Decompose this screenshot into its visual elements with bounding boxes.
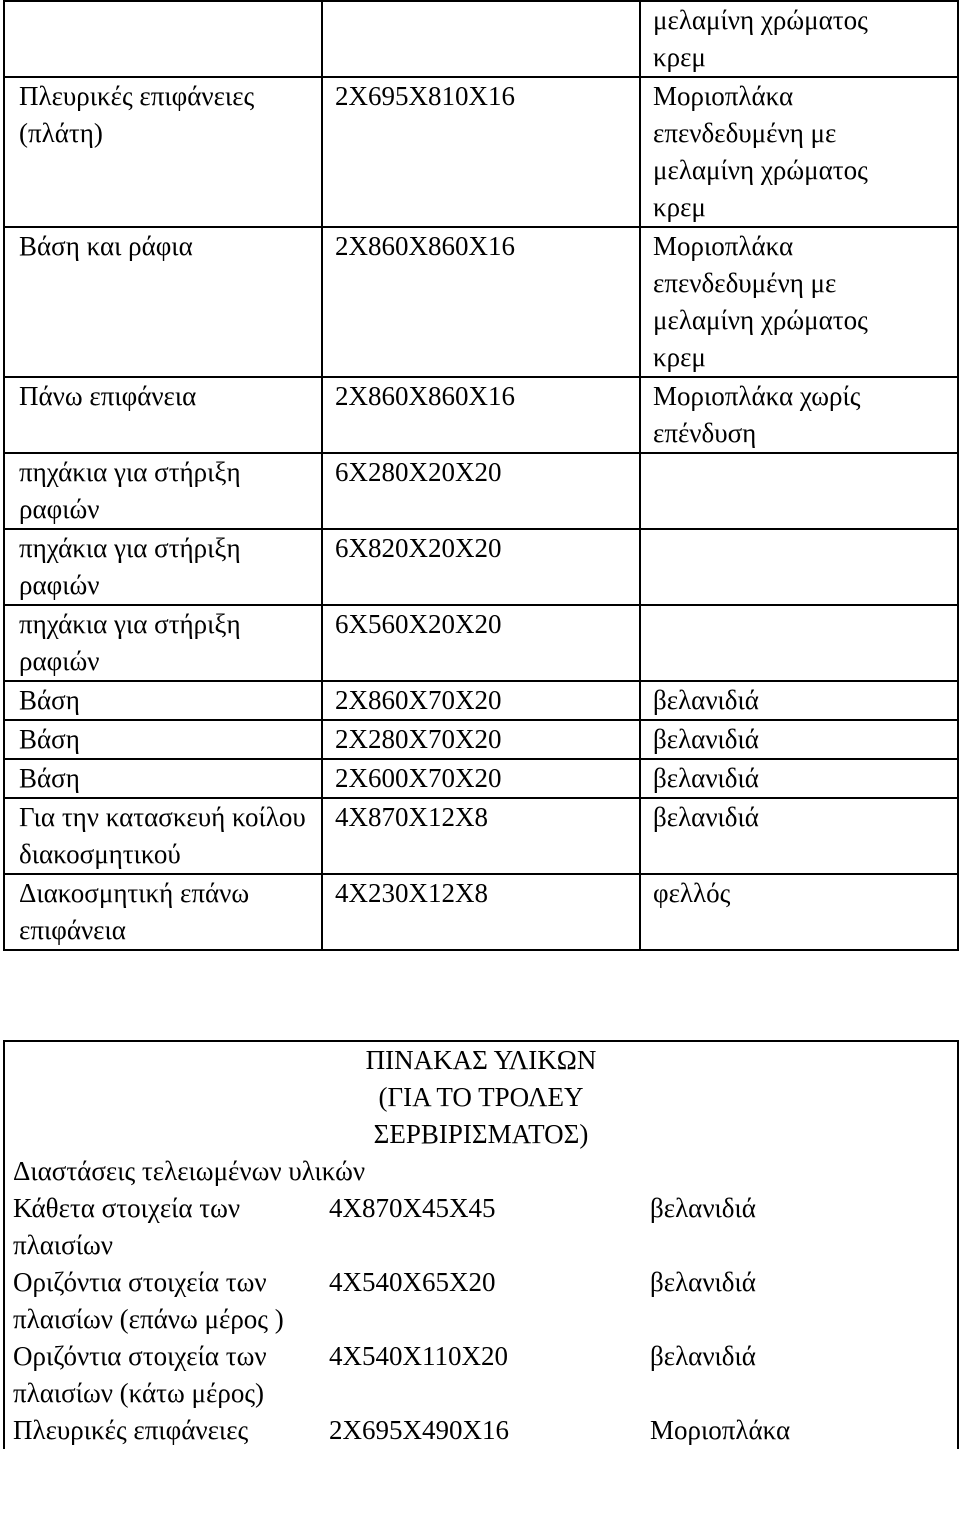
table-row xyxy=(4,874,958,950)
material-cell xyxy=(640,529,958,605)
dimensions-cell: 2Χ695Χ490Χ16 xyxy=(329,1415,509,1445)
part-cell xyxy=(4,1,322,77)
dimensions-cell: 2Χ600Χ70Χ20 xyxy=(322,759,640,798)
dimensions-cell: 4Χ540Χ110Χ20 xyxy=(329,1341,508,1371)
material-cell: βελανιδιά xyxy=(640,720,958,759)
material-cell: βελανιδιά xyxy=(640,1190,958,1264)
material-cell: Μοριοπλάκα χωρίς επένδυση xyxy=(640,377,958,453)
table-row xyxy=(4,605,958,681)
materials-table-2 xyxy=(3,1040,959,1449)
dimensions-cell: 6Χ820Χ20Χ20 xyxy=(322,529,640,605)
table-row xyxy=(4,1190,958,1264)
table-row xyxy=(4,798,958,874)
materials-table-1 xyxy=(3,0,959,951)
material-cell: βελανιδιά xyxy=(640,798,958,874)
table-row xyxy=(4,453,958,529)
table-title-row xyxy=(4,1041,958,1153)
material-cell: βελανιδιά xyxy=(640,681,958,720)
table-title xyxy=(4,1041,958,1153)
table-row xyxy=(4,529,958,605)
table-row xyxy=(4,1,958,77)
dimensions-cell: 4Χ230Χ12Χ8 xyxy=(322,874,640,950)
table-subtitle: Διαστάσεις τελειωμένων υλικών xyxy=(4,1153,958,1190)
table-row xyxy=(4,1412,958,1449)
material-cell: βελανιδιά xyxy=(640,1264,958,1338)
material-cell xyxy=(640,453,958,529)
title-line-3: ΣΕΡΒΙΡΙΣΜΑΤΟΣ) xyxy=(373,1119,589,1149)
table-row xyxy=(4,227,958,377)
material-cell: βελανιδιά xyxy=(640,1338,958,1412)
part-cell: Πλευρικές επιφάνειες xyxy=(4,1412,315,1449)
title-line-2: (ΓΙΑ ΤΟ ΤΡΟΛΕΥ xyxy=(378,1082,584,1112)
part-cell: Οριζόντια στοιχεία των πλαισίων (επάνω μέρος ) xyxy=(4,1264,315,1338)
part-cell: Κάθετα στοιχεία των πλαισίων xyxy=(4,1190,315,1264)
table-row xyxy=(4,1338,958,1412)
dimensions-cell xyxy=(322,1,640,77)
part-cell: Διακοσμητική επάνω επιφάνεια xyxy=(4,874,322,950)
dimensions-cell: 2Χ860Χ860Χ16 xyxy=(322,377,640,453)
material-cell: φελλός xyxy=(640,874,958,950)
part-cell: Βάση xyxy=(4,681,322,720)
part-cell: Βάση xyxy=(4,720,322,759)
dimensions-cell: 2Χ860Χ70Χ20 xyxy=(322,681,640,720)
part-cell: πηχάκια για στήριξη ραφιών xyxy=(4,453,322,529)
part-cell: Βάση xyxy=(4,759,322,798)
part-cell: Για την κατασκευή κοίλου διακοσμητικού xyxy=(4,798,322,874)
dimensions-cell: 2Χ695Χ810Χ16 xyxy=(322,77,640,227)
table-row xyxy=(4,77,958,227)
material-cell: μελαμίνη χρώματος κρεμ xyxy=(640,1,958,77)
table-row xyxy=(4,1264,958,1338)
material-cell xyxy=(640,605,958,681)
part-cell: πηχάκια για στήριξη ραφιών xyxy=(4,529,322,605)
table-row xyxy=(4,681,958,720)
material-cell: Μοριοπλάκα επενδεδυμένη με μελαμίνη χρώματος κρεμ xyxy=(640,77,958,227)
table-row xyxy=(4,759,958,798)
table-row xyxy=(4,377,958,453)
dimensions-cell: 2Χ860Χ860Χ16 xyxy=(322,227,640,377)
dimensions-cell: 4Χ870Χ45Χ45 xyxy=(329,1193,496,1223)
dimensions-cell: 6Χ280Χ20Χ20 xyxy=(322,453,640,529)
part-cell: Πλευρικές επιφάνειες (πλάτη) xyxy=(4,77,322,227)
dimensions-cell: 4Χ540Χ65Χ20 xyxy=(329,1267,496,1297)
material-cell: Μοριοπλάκα xyxy=(640,1412,958,1449)
part-cell: Οριζόντια στοιχεία των πλαισίων (κάτω μέρος) xyxy=(4,1338,315,1412)
dimensions-cell: 4Χ870Χ12Χ8 xyxy=(322,798,640,874)
dimensions-cell: 2Χ280Χ70Χ20 xyxy=(322,720,640,759)
material-cell: Μοριοπλάκα επενδεδυμένη με μελαμίνη χρώματος κρεμ xyxy=(640,227,958,377)
material-cell: βελανιδιά xyxy=(640,759,958,798)
part-cell: πηχάκια για στήριξη ραφιών xyxy=(4,605,322,681)
part-cell: Πάνω επιφάνεια xyxy=(4,377,322,453)
table-row xyxy=(4,720,958,759)
dimensions-cell: 6Χ560Χ20Χ20 xyxy=(322,605,640,681)
title-line-1: ΠΙΝΑΚΑΣ ΥΛΙΚΩΝ xyxy=(365,1045,597,1075)
part-cell: Βάση και ράφια xyxy=(4,227,322,377)
table-subtitle-row xyxy=(4,1153,958,1190)
